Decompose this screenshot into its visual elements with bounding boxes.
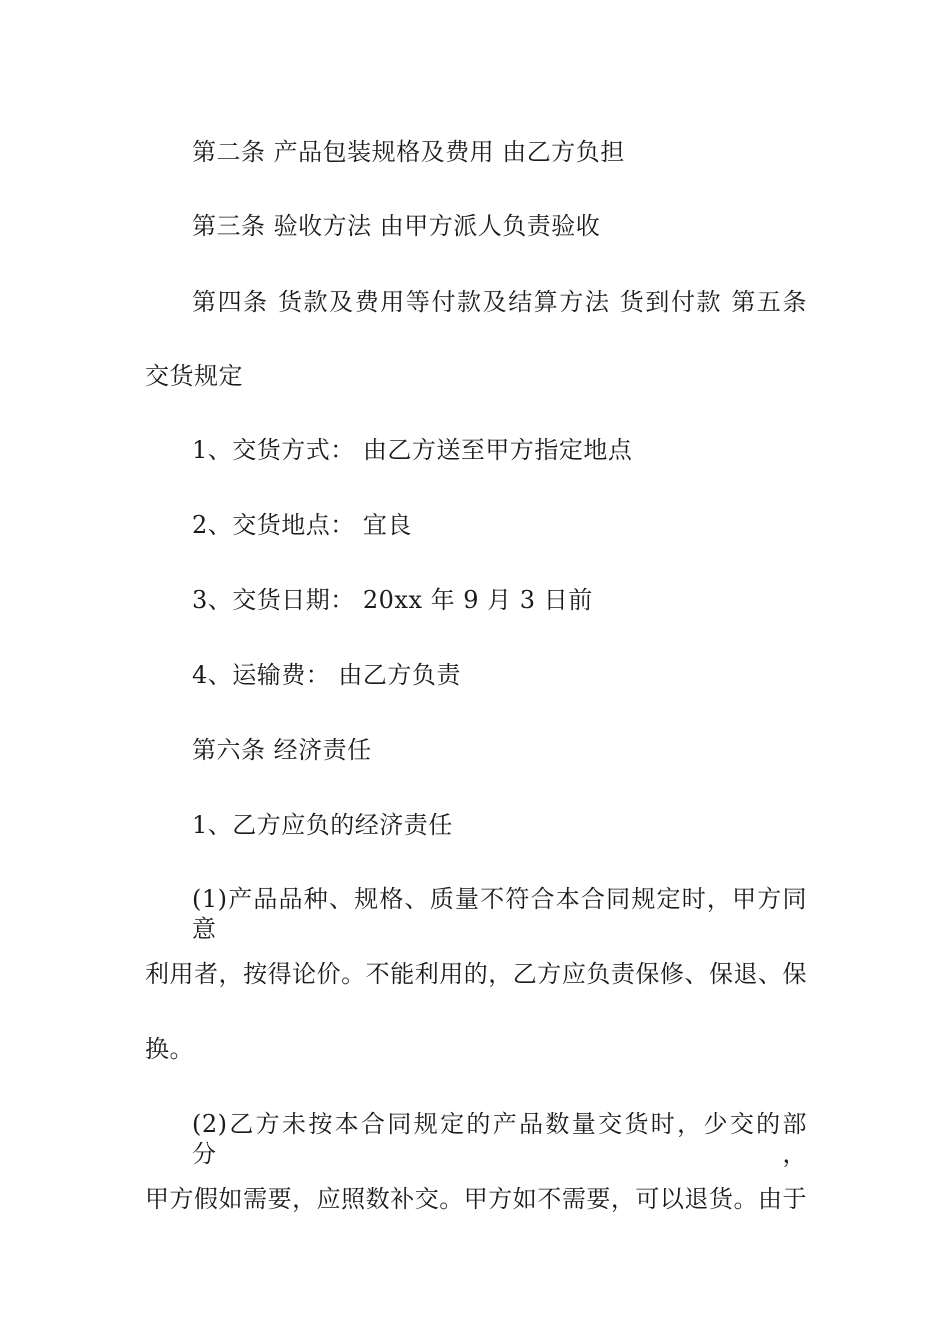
liability-item-1-line-3: 换。 — [145, 1035, 194, 1063]
clause-5-continuation: 交货规定 — [145, 362, 243, 390]
clause-4-payment: 第四条 货款及费用等付款及结算方法 货到付款 第五条 — [192, 288, 807, 316]
liability-item-1-line-2: 利用者，按得论价。不能利用的，乙方应负责保修、保退、保 — [145, 960, 807, 988]
delivery-location: 2、交货地点： 宜良 — [192, 511, 412, 539]
clause-2-packaging: 第二条 产品包装规格及费用 由乙方负担 — [192, 138, 625, 166]
clause-6-heading: 第六条 经济责任 — [192, 736, 372, 764]
liability-item-2-line-2: 甲方假如需要，应照数补交。甲方如不需要，可以退货。由于 — [145, 1185, 807, 1213]
clause-3-inspection: 第三条 验收方法 由甲方派人负责验收 — [192, 212, 601, 240]
party-b-liability-heading: 1、乙方应负的经济责任 — [192, 811, 453, 839]
liability-item-2-line-1: (2)乙方未按本合同规定的产品数量交货时，少交的部分， — [192, 1110, 807, 1168]
transport-fee: 4、运输费： 由乙方负责 — [192, 661, 461, 689]
delivery-method: 1、交货方式： 由乙方送至甲方指定地点 — [192, 436, 633, 464]
delivery-date: 3、交货日期： 20xx 年 9 月 3 日前 — [192, 586, 593, 614]
liability-item-1-line-1: (1)产品品种、规格、质量不符合本合同规定时，甲方同意 — [192, 885, 807, 943]
